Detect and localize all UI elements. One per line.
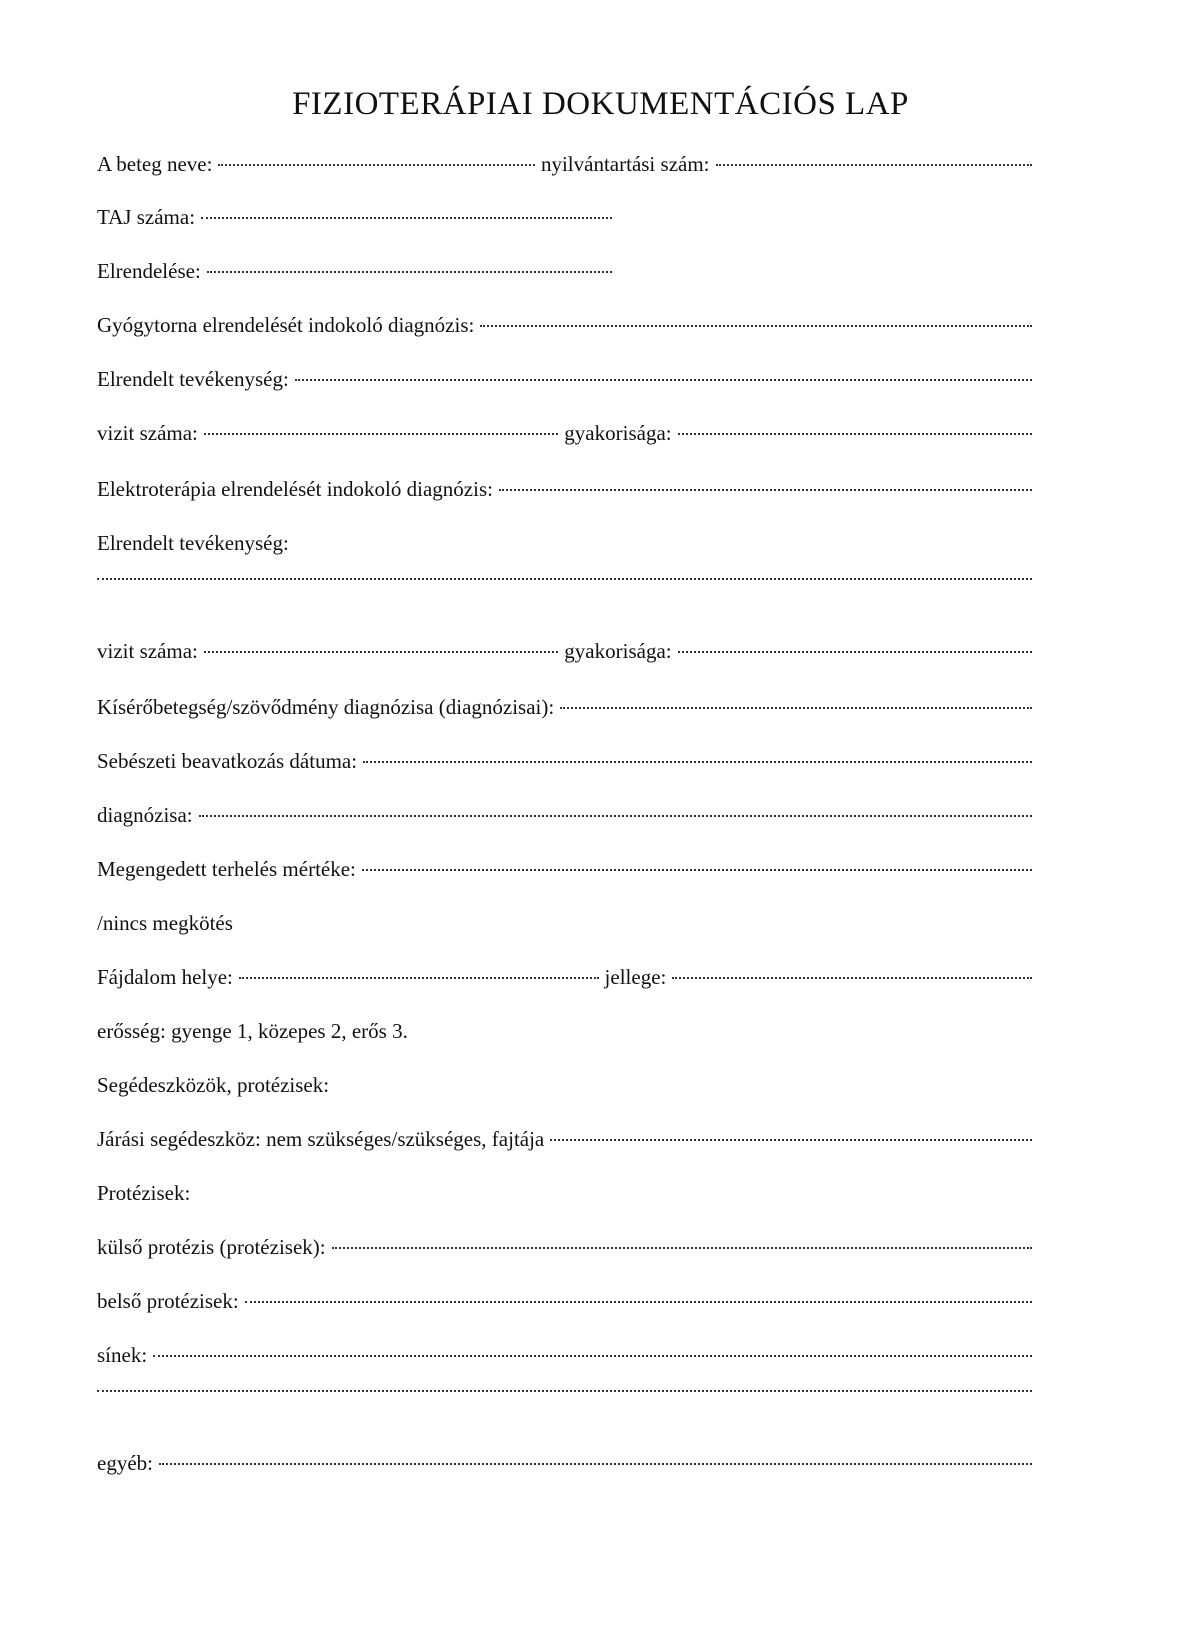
walking-aid-field[interactable]	[550, 1139, 1032, 1141]
frequency-field-2[interactable]	[678, 651, 1032, 653]
other-field[interactable]	[159, 1463, 1032, 1465]
ordered-activity-row-2	[97, 529, 1032, 557]
walking-aid-row	[97, 1125, 1032, 1153]
other-row	[97, 1449, 1032, 1477]
diagnosis-field[interactable]	[199, 815, 1032, 817]
prostheses-row	[97, 1179, 1032, 1207]
ordered-activity-blank-row	[97, 583, 1032, 611]
ordered-activity-field-2[interactable]	[97, 578, 1032, 580]
diagnosis-label: diagnózisa:	[97, 803, 193, 827]
pain-character-label: jellege:	[604, 965, 667, 989]
splints-field-extra[interactable]	[97, 1390, 1032, 1392]
diagnosis-row	[97, 801, 1032, 829]
ordered-activity-label-2: Elrendelt tevékenység:	[97, 531, 289, 555]
registration-number-label: nyilvántartási szám:	[540, 152, 710, 176]
visit-row-1	[97, 419, 1032, 447]
intensity-label[interactable]: erősség: gyenge 1, közepes 2, erős 3.	[97, 1019, 408, 1043]
external-prosthesis-row	[97, 1233, 1032, 1261]
walking-aid-label: Járási segédeszköz: nem szükséges/szükséges, fajtája	[97, 1127, 545, 1151]
electro-diagnosis-label: Elektroterápia elrendelését indokoló diagnózis:	[97, 477, 493, 501]
visit-row-2	[97, 637, 1032, 665]
pain-character-field[interactable]	[672, 977, 1032, 979]
taj-number-field[interactable]	[201, 217, 612, 219]
surgery-date-label: Sebészeti beavatkozás dátuma:	[97, 749, 358, 773]
external-prosthesis-label: külső protézis (protézisek):	[97, 1235, 326, 1259]
frequency-label-2: gyakorisága:	[564, 639, 672, 663]
registration-number-field[interactable]	[716, 164, 1033, 166]
internal-prostheses-label: belső protézisek:	[97, 1289, 239, 1313]
internal-prostheses-field[interactable]	[245, 1301, 1032, 1303]
load-allowed-label: Megengedett terhelés mértéke:	[97, 857, 356, 881]
patient-name-field[interactable]	[218, 164, 535, 166]
splints-label: sínek:	[97, 1343, 148, 1367]
splints-field[interactable]	[153, 1355, 1032, 1357]
aids-heading: Segédeszközök, protézisek:	[97, 1073, 330, 1097]
pain-row	[97, 963, 1032, 991]
ordered-activity-row-1	[97, 365, 1032, 393]
taj-number-row	[97, 203, 612, 231]
physio-diagnosis-field[interactable]	[480, 325, 1032, 327]
external-prosthesis-field[interactable]	[332, 1247, 1032, 1249]
ordered-activity-field-1[interactable]	[295, 379, 1032, 381]
frequency-label-1: gyakorisága:	[564, 421, 672, 445]
load-allowed-field[interactable]	[362, 869, 1032, 871]
ordered-activity-label-1: Elrendelt tevékenység:	[97, 367, 289, 391]
page-title: FIZIOTERÁPIAI DOKUMENTÁCIÓS LAP	[292, 86, 909, 122]
pain-location-field[interactable]	[239, 977, 599, 979]
surgery-date-row	[97, 747, 1032, 775]
prostheses-heading: Protézisek:	[97, 1181, 191, 1205]
patient-name-row	[97, 150, 1032, 178]
intensity-row	[97, 1017, 1032, 1045]
ordering-field[interactable]	[207, 271, 612, 273]
patient-name-label: A beteg neve:	[97, 152, 213, 176]
frequency-field-1[interactable]	[678, 433, 1032, 435]
taj-number-label: TAJ száma:	[97, 205, 196, 229]
splints-blank-row	[97, 1395, 1032, 1423]
surgery-date-field[interactable]	[363, 761, 1032, 763]
comorbidity-label: Kísérőbetegség/szövődmény diagnózisa (diagnózisai):	[97, 695, 555, 719]
splints-row	[97, 1341, 1032, 1369]
physio-diagnosis-label: Gyógytorna elrendelését indokoló diagnózis:	[97, 313, 475, 337]
load-allowed-row	[97, 855, 1032, 883]
visit-count-field-1[interactable]	[204, 433, 558, 435]
other-label: egyéb:	[97, 1451, 153, 1475]
aids-row	[97, 1071, 1032, 1099]
electro-diagnosis-row	[97, 475, 1032, 503]
visit-count-label-1: vizit száma:	[97, 421, 198, 445]
no-restriction-label[interactable]: /nincs megkötés	[97, 911, 233, 935]
electro-diagnosis-field[interactable]	[499, 489, 1032, 491]
pain-location-label: Fájdalom helye:	[97, 965, 233, 989]
comorbidity-row	[97, 693, 1032, 721]
internal-prostheses-row	[97, 1287, 1032, 1315]
ordering-label: Elrendelése:	[97, 259, 201, 283]
physio-diagnosis-row	[97, 311, 1032, 339]
visit-count-field-2[interactable]	[204, 651, 558, 653]
no-restriction-row	[97, 909, 1032, 937]
visit-count-label-2: vizit száma:	[97, 639, 198, 663]
comorbidity-field[interactable]	[560, 707, 1032, 709]
ordering-row	[97, 257, 612, 285]
